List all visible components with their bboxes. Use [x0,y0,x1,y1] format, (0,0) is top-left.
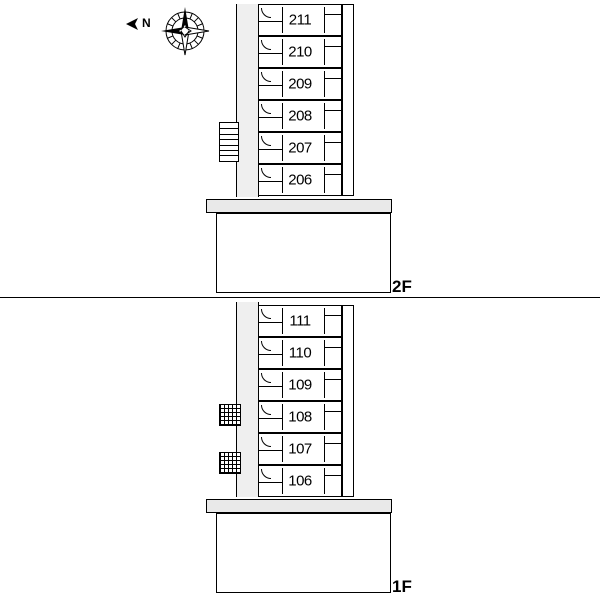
unit-label: 111 [289,312,311,330]
f1-unit-balcony-div[interactable] [324,379,341,380]
f1-unit-entry-line[interactable] [259,322,283,323]
f2-unit-balcony-line[interactable] [324,71,325,97]
compass-arrow-icon [126,17,142,35]
f2-unit-balcony-div[interactable] [324,14,341,15]
f2-unit-balcony-line[interactable] [324,39,325,65]
unit-label: 208 [288,107,312,125]
compass-rose [158,4,212,58]
f1-unit-balcony-div[interactable] [324,443,341,444]
unit-label: 206 [288,171,312,189]
unit-label: 207 [288,139,312,157]
floor-divider[interactable] [0,297,600,298]
f1-vertical-wing-balcony[interactable] [342,305,354,497]
unit-label: 209 [288,75,312,93]
f1-unit-balcony-div[interactable] [324,475,341,476]
corridor-1f-horizontal[interactable] [206,499,392,513]
f1-unit-balcony-div[interactable] [324,347,341,348]
stair-hatch-lower[interactable] [219,452,241,474]
f2-unit-balcony-div[interactable] [324,142,341,143]
f1-unit-balcony-div[interactable] [324,315,341,316]
f1-unit-balcony-line[interactable] [324,436,325,462]
f2-vertical-wing-balcony[interactable] [342,4,354,196]
floor-label-1f: 1F [392,577,412,596]
f1-unit-entry-line[interactable] [259,418,283,419]
compass-north-label: N [142,16,151,30]
f1-unit-entry-line[interactable] [259,450,283,451]
f2-unit-balcony-line[interactable] [324,103,325,129]
f2-unit-entry-line[interactable] [259,117,283,118]
f2-unit-balcony-line[interactable] [324,135,325,161]
corridor-2f-vertical[interactable] [236,4,259,197]
f1-unit-balcony-div[interactable] [324,411,341,412]
f2-unit-balcony-div[interactable] [324,46,341,47]
f2-unit-balcony-div[interactable] [324,110,341,111]
f2-unit-balcony-div[interactable] [324,174,341,175]
corridor-2f-edge[interactable] [236,4,237,197]
f2-unit-balcony-div[interactable] [324,78,341,79]
f1-unit-entry-line[interactable] [259,386,283,387]
stair-hatch-upper[interactable] [219,404,241,426]
unit-label: 107 [288,440,312,458]
f2-unit-entry-line[interactable] [259,181,283,182]
f1-unit-entry-line[interactable] [259,482,283,483]
f2-unit-balcony-line[interactable] [324,7,325,33]
f2-unit-entry-line[interactable] [259,21,283,22]
unit-label: 109 [288,376,312,394]
f1-horizontal-wing-outline[interactable] [216,513,391,593]
unit-label: 108 [288,408,312,426]
unit-label: 211 [288,11,312,29]
stair-block-2f [219,122,239,162]
f1-unit-balcony-line[interactable] [324,340,325,366]
corridor-2f-horizontal[interactable] [206,199,392,213]
f1-unit-entry-line[interactable] [259,354,283,355]
f1-unit-balcony-line[interactable] [324,372,325,398]
f2-unit-entry-line[interactable] [259,149,283,150]
f1-unit-balcony-line[interactable] [324,468,325,494]
f2-unit-balcony-line[interactable] [324,167,325,193]
f2-unit-entry-line[interactable] [259,53,283,54]
unit-label: 110 [288,344,312,362]
f1-unit-balcony-line[interactable] [324,404,325,430]
unit-label: 106 [288,472,312,490]
unit-label: 210 [288,43,312,61]
f2-unit-entry-line[interactable] [259,85,283,86]
f2-horizontal-wing-outline[interactable] [216,213,391,293]
f1-unit-balcony-line[interactable] [324,308,325,334]
floor-label-2f: 2F [392,277,412,296]
